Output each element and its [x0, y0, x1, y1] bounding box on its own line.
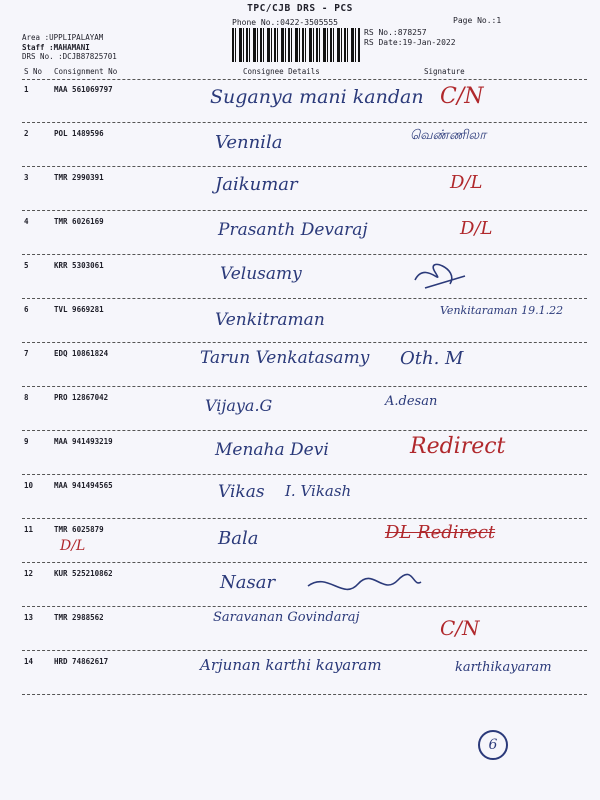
- table-row: [22, 608, 587, 651]
- consignment-number: EDQ 10861824: [54, 349, 109, 358]
- signature-text: Redirect: [410, 434, 506, 459]
- col-signature: Signature: [424, 67, 465, 76]
- consignee-name: Velusamy: [220, 264, 302, 284]
- drs-number: DRS No. :DCJB87825701: [22, 52, 117, 61]
- signature-text: I. Vikash: [285, 482, 352, 500]
- serial-number: 14: [24, 657, 34, 666]
- signature-text: C/N: [440, 616, 480, 640]
- table-row: [22, 124, 587, 167]
- sheet-title: TPC/CJB DRS - PCS: [247, 3, 353, 14]
- consignee-name: Vijaya.G: [205, 396, 273, 415]
- serial-number: 1: [24, 85, 29, 94]
- signature-scribble: [405, 258, 525, 294]
- consignee-name: Menaha Devi: [215, 440, 329, 460]
- consignment-number: MAA 941494565: [54, 481, 113, 490]
- consignee-name: Prasanth Devaraj: [218, 220, 368, 240]
- serial-number: 4: [24, 217, 29, 226]
- total-count-mark: 6: [478, 730, 508, 760]
- table-row: [22, 344, 587, 387]
- consignee-name: Venkitraman: [215, 310, 325, 330]
- serial-number: 7: [24, 349, 29, 358]
- consignment-number: TMR 2988562: [54, 613, 104, 622]
- signature-text: C/N: [440, 84, 484, 109]
- col-consignee: Consignee Details: [243, 67, 320, 76]
- consignee-name: Vikas: [218, 482, 265, 502]
- consignee-name: Bala: [218, 528, 259, 549]
- table-row: [22, 168, 587, 211]
- serial-number: 3: [24, 173, 29, 182]
- consignment-number: HRD 74862617: [54, 657, 109, 666]
- table-row: [22, 388, 587, 431]
- consignment-number: MAA 941493219: [54, 437, 113, 446]
- area-label: Area :UPPLIPALAYAM: [22, 33, 104, 42]
- serial-number: 9: [24, 437, 29, 446]
- signature-text: D/L: [460, 218, 493, 239]
- staff-label: Staff :MAHAMANI: [22, 43, 90, 52]
- col-consignment: Consignment No: [54, 67, 118, 76]
- signature-text: D/L: [450, 172, 483, 193]
- rs-number: RS No.:878257: [364, 28, 427, 37]
- table-row: [22, 80, 587, 123]
- barcode-image: [232, 28, 360, 62]
- consignee-name: Jaikumar: [215, 174, 298, 195]
- table-row: [22, 256, 587, 299]
- table-row: [22, 520, 587, 563]
- table-row: [22, 212, 587, 255]
- rs-date: RS Date:19-Jan-2022: [364, 38, 456, 47]
- consignment-number: KUR 525210862: [54, 569, 113, 578]
- consignee-name: Suganya mani kandan: [210, 86, 424, 108]
- consignment-number: TVL 9669281: [54, 305, 104, 314]
- signature-text: வெண்ணிலா: [410, 128, 487, 143]
- delivery-note: D/L: [60, 538, 86, 554]
- serial-number: 13: [24, 613, 34, 622]
- serial-number: 6: [24, 305, 29, 314]
- signature-text: Venkitaraman 19.1.22: [440, 304, 564, 317]
- consignment-number: TMR 2990391: [54, 173, 104, 182]
- table-row: [22, 300, 587, 343]
- consignee-name: Nasar: [220, 572, 276, 593]
- signature-text: A.desan: [385, 394, 438, 409]
- consignment-number: POL 1489596: [54, 129, 104, 138]
- table-row: [22, 564, 587, 607]
- phone-number: Phone No.:0422-3505555: [232, 18, 338, 27]
- page-number: Page No.:1: [453, 16, 502, 25]
- serial-number: 10: [24, 481, 34, 490]
- consignment-number: KRR 5303061: [54, 261, 104, 270]
- consignee-name: Saravanan Govindaraj: [213, 610, 360, 625]
- table-row: [22, 476, 587, 519]
- consignment-number: MAA 561069797: [54, 85, 113, 94]
- consignment-number: TMR 6026169: [54, 217, 104, 226]
- serial-number: 5: [24, 261, 29, 270]
- serial-number: 12: [24, 569, 34, 578]
- col-sno: S No: [24, 67, 43, 76]
- signature-text: karthikayaram: [455, 660, 552, 675]
- table-row: [22, 432, 587, 475]
- signature-scribble: [303, 566, 423, 602]
- consignee-name: Tarun Venkatasamy: [200, 348, 370, 368]
- signature-text: Oth. M: [400, 348, 464, 369]
- consignment-number: PRO 12867042: [54, 393, 109, 402]
- serial-number: 11: [24, 525, 34, 534]
- table-row: [22, 652, 587, 695]
- consignee-name: Arjunan karthi kayaram: [200, 656, 382, 674]
- serial-number: 2: [24, 129, 29, 138]
- consignee-name: Vennila: [215, 132, 283, 153]
- consignment-number: TMR 6025879: [54, 525, 104, 534]
- serial-number: 8: [24, 393, 29, 402]
- signature-text: DL Redirect: [385, 522, 496, 543]
